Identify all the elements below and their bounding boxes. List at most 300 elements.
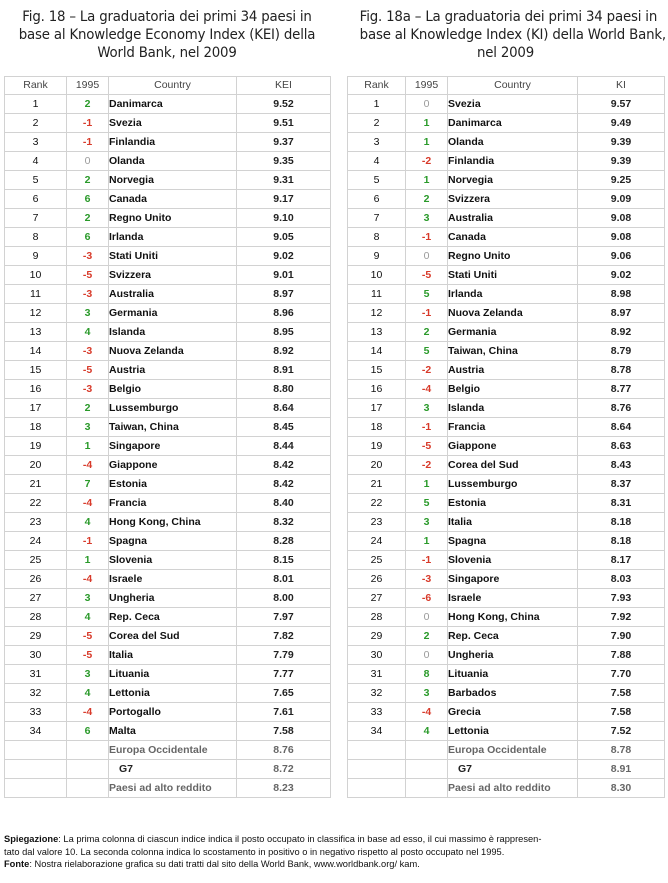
rank-cell: 3 [5,133,67,152]
table-row [5,437,331,456]
rank-cell: 22 [348,494,406,513]
empty-cell [67,741,109,760]
table-row [348,247,665,266]
spiegazione-line [4,833,664,846]
value-cell: 9.02 [237,247,331,266]
country-cell: Austria [109,361,237,380]
country-cell: Australia [448,209,578,228]
table-row [348,494,665,513]
table-row [5,152,331,171]
value-cell: 8.79 [578,342,665,361]
value-cell: 7.70 [578,665,665,684]
country-cell: Finlandia [109,133,237,152]
table-row [5,209,331,228]
kei-figure-title [17,8,317,66]
country-cell: Rep. Ceca [109,608,237,627]
summary-value: 8.76 [237,741,331,760]
empty-cell [5,741,67,760]
summary-value: 8.91 [578,760,665,779]
kei-table [4,76,331,798]
table-row [348,703,665,722]
rank-cell: 27 [5,589,67,608]
change-1995-cell: 0 [406,247,448,266]
kei-panel [4,0,330,794]
country-cell: Lussemburgo [109,399,237,418]
empty-cell [348,779,406,798]
country-cell: Norvegia [448,171,578,190]
rank-cell: 10 [5,266,67,285]
country-cell: Danimarca [448,114,578,133]
summary-row [5,760,331,779]
ki-header-row [348,77,665,95]
table-row [5,722,331,741]
value-cell: 8.45 [237,418,331,437]
country-cell: Italia [109,646,237,665]
rank-cell: 18 [5,418,67,437]
change-1995-cell: 1 [406,114,448,133]
rank-cell: 29 [5,627,67,646]
summary-label: G7 [109,760,237,779]
change-1995-cell: 4 [67,323,109,342]
country-cell: Olanda [448,133,578,152]
table-row [348,551,665,570]
change-1995-cell: 1 [406,133,448,152]
change-1995-cell: 4 [67,608,109,627]
change-1995-cell: 3 [406,399,448,418]
value-cell: 9.01 [237,266,331,285]
value-cell: 7.92 [578,608,665,627]
change-1995-cell: -4 [406,703,448,722]
empty-cell [5,760,67,779]
change-1995-cell: 4 [67,684,109,703]
change-1995-cell: 0 [406,608,448,627]
change-1995-cell: -3 [67,247,109,266]
value-cell: 9.31 [237,171,331,190]
change-1995-cell: 0 [67,152,109,171]
table-row [5,665,331,684]
table-row [348,475,665,494]
country-cell: Australia [109,285,237,304]
summary-row [348,760,665,779]
change-1995-cell: -5 [67,627,109,646]
year-1995-header: 1995 [406,77,448,95]
country-cell: Svezia [109,114,237,133]
rank-cell: 23 [348,513,406,532]
change-1995-cell: -1 [406,551,448,570]
kei-title-line-3: World Bank, nel 2009 [97,45,237,61]
ki-title-line-1: Fig. 18a – La graduatoria dei primi 34 paesi in [359,9,658,25]
rank-cell: 32 [5,684,67,703]
value-cell: 8.01 [237,570,331,589]
rank-cell: 17 [348,399,406,418]
country-cell: Singapore [448,570,578,589]
table-row [348,323,665,342]
rank-cell: 34 [348,722,406,741]
country-cell: Lussemburgo [448,475,578,494]
value-cell: 8.28 [237,532,331,551]
change-1995-cell: 2 [406,323,448,342]
value-cell: 9.08 [578,209,665,228]
value-cell: 8.03 [578,570,665,589]
table-row [5,532,331,551]
country-cell: Finlandia [448,152,578,171]
value-cell: 7.82 [237,627,331,646]
rank-cell: 15 [348,361,406,380]
value-cell: 9.35 [237,152,331,171]
rank-cell: 19 [5,437,67,456]
country-cell: Regno Unito [448,247,578,266]
change-1995-cell: 6 [67,228,109,247]
rank-cell: 19 [348,437,406,456]
change-1995-cell: -1 [67,114,109,133]
country-cell: Irlanda [448,285,578,304]
country-cell: Francia [109,494,237,513]
value-cell: 8.91 [237,361,331,380]
change-1995-cell: -1 [406,304,448,323]
table-row [348,570,665,589]
country-cell: Spagna [109,532,237,551]
change-1995-cell: -2 [406,361,448,380]
table-row [348,665,665,684]
spiegazione-text-1: : La prima colonna di ciascun indice indica il posto occupato in classifica in base ad esso, il cui massimo è rappresen- [58,834,542,844]
country-cell: Corea del Sud [109,627,237,646]
table-row [5,456,331,475]
country-cell: Taiwan, China [109,418,237,437]
country-cell: Spagna [448,532,578,551]
value-cell: 8.31 [578,494,665,513]
country-cell: Norvegia [109,171,237,190]
value-cell: 7.77 [237,665,331,684]
rank-cell: 10 [348,266,406,285]
year-1995-header: 1995 [67,77,109,95]
table-row [5,608,331,627]
rank-cell: 30 [5,646,67,665]
value-cell: 8.78 [578,361,665,380]
rank-cell: 13 [5,323,67,342]
country-cell: Slovenia [109,551,237,570]
country-cell: Stati Uniti [109,247,237,266]
rank-cell: 4 [348,152,406,171]
table-row [5,114,331,133]
value-cell: 9.37 [237,133,331,152]
fonte-text: : Nostra rielaborazione grafica su dati tratti dal sito della World Bank, www.worldbank.org/ kam. [29,859,420,869]
rank-cell: 2 [5,114,67,133]
rank-cell: 5 [5,171,67,190]
table-row [348,190,665,209]
table-row [5,513,331,532]
change-1995-cell: 3 [406,209,448,228]
table-row [348,114,665,133]
rank-cell: 6 [348,190,406,209]
rank-cell: 31 [5,665,67,684]
change-1995-cell: -3 [67,380,109,399]
rank-cell: 27 [348,589,406,608]
value-cell: 8.98 [578,285,665,304]
value-cell: 8.15 [237,551,331,570]
value-cell: 8.42 [237,475,331,494]
table-row [348,285,665,304]
ki-title-line-3: nel 2009 [476,45,535,61]
value-cell: 7.90 [578,627,665,646]
rank-cell: 25 [348,551,406,570]
country-cell: Ungheria [448,646,578,665]
rank-cell: 15 [5,361,67,380]
value-cell: 8.64 [237,399,331,418]
table-row [5,361,331,380]
table-row [5,323,331,342]
value-cell: 8.00 [237,589,331,608]
value-cell: 8.40 [237,494,331,513]
country-cell: Belgio [448,380,578,399]
rank-cell: 17 [5,399,67,418]
value-cell: 8.18 [578,513,665,532]
change-1995-cell: -4 [67,456,109,475]
change-1995-cell: 1 [406,475,448,494]
country-cell: Giappone [448,437,578,456]
value-cell: 9.51 [237,114,331,133]
value-cell: 8.18 [578,532,665,551]
value-cell: 9.10 [237,209,331,228]
value-cell: 8.76 [578,399,665,418]
rank-cell: 24 [348,532,406,551]
table-row [5,494,331,513]
change-1995-cell: -2 [406,456,448,475]
table-row [348,418,665,437]
value-cell: 9.02 [578,266,665,285]
value-cell: 8.37 [578,475,665,494]
change-1995-cell: 7 [67,475,109,494]
table-row [348,209,665,228]
country-cell: Nuova Zelanda [448,304,578,323]
country-cell: Stati Uniti [448,266,578,285]
value-cell: 7.58 [237,722,331,741]
value-cell: 7.93 [578,589,665,608]
rank-cell: 12 [5,304,67,323]
value-cell: 8.64 [578,418,665,437]
table-row [5,285,331,304]
change-1995-cell: 1 [406,532,448,551]
ki-figure-title [359,8,666,66]
change-1995-cell: -3 [406,570,448,589]
rank-cell: 13 [348,323,406,342]
rank-cell: 20 [5,456,67,475]
table-row [348,133,665,152]
value-cell: 7.97 [237,608,331,627]
table-row [5,551,331,570]
table-row [5,627,331,646]
rank-cell: 22 [5,494,67,513]
empty-cell [348,741,406,760]
summary-label: Europa Occidentale [109,741,237,760]
table-row [348,608,665,627]
table-row [5,133,331,152]
value-cell: 9.08 [578,228,665,247]
value-cell: 7.88 [578,646,665,665]
empty-cell [5,779,67,798]
table-row [348,380,665,399]
rank-cell: 18 [348,418,406,437]
ki-panel [347,0,666,794]
table-row [5,646,331,665]
country-cell: Islanda [109,323,237,342]
fonte-line [4,858,664,871]
table-row [5,418,331,437]
change-1995-cell: -1 [406,228,448,247]
summary-value: 8.72 [237,760,331,779]
value-cell: 8.43 [578,456,665,475]
value-cell: 8.96 [237,304,331,323]
table-row [5,475,331,494]
country-cell: Germania [109,304,237,323]
country-cell: Lettonia [109,684,237,703]
table-row [348,684,665,703]
rank-cell: 30 [348,646,406,665]
rank-cell: 14 [348,342,406,361]
change-1995-cell: -1 [67,532,109,551]
country-cell: Israele [109,570,237,589]
spiegazione-line-2: tato dal valore 10. La seconda colonna indica lo scostamento in positivo o in negativo rispetto al posto occupato nel 1995. [4,846,505,857]
rank-cell: 24 [5,532,67,551]
rank-cell: 9 [348,247,406,266]
change-1995-cell: 5 [406,342,448,361]
country-cell: Estonia [109,475,237,494]
summary-row [5,779,331,798]
summary-row [348,741,665,760]
country-cell: Lituania [109,665,237,684]
kei-title-line-2: base al Knowledge Economy Index (KEI) della [18,27,316,43]
change-1995-cell: 4 [67,513,109,532]
table-row [348,342,665,361]
change-1995-cell: 3 [406,513,448,532]
country-cell: Nuova Zelanda [109,342,237,361]
change-1995-cell: 8 [406,665,448,684]
change-1995-cell: 3 [67,665,109,684]
rank-cell: 14 [5,342,67,361]
country-cell: Giappone [109,456,237,475]
change-1995-cell: 1 [67,437,109,456]
change-1995-cell: -4 [67,494,109,513]
rank-cell: 21 [5,475,67,494]
change-1995-cell: -1 [67,133,109,152]
summary-value: 8.78 [578,741,665,760]
table-row [5,570,331,589]
value-cell: 8.97 [578,304,665,323]
empty-cell [67,779,109,798]
empty-cell [406,741,448,760]
rank-cell: 32 [348,684,406,703]
spiegazione-label: Spiegazione [4,834,59,844]
country-header: Country [448,77,578,95]
table-row [5,266,331,285]
change-1995-cell: 3 [406,684,448,703]
table-row [5,380,331,399]
table-row [5,703,331,722]
change-1995-cell: 5 [406,285,448,304]
table-row [348,228,665,247]
fonte-label: Fonte [4,859,30,869]
kei-header-row [5,77,331,95]
change-1995-cell: 5 [406,494,448,513]
rank-cell: 21 [348,475,406,494]
country-cell: Olanda [109,152,237,171]
table-row [5,684,331,703]
rank-cell: 4 [5,152,67,171]
empty-cell [348,760,406,779]
rank-cell: 34 [5,722,67,741]
empty-cell [406,760,448,779]
country-cell: Portogallo [109,703,237,722]
table-row [348,646,665,665]
value-cell: 9.06 [578,247,665,266]
country-cell: Italia [448,513,578,532]
summary-label: G7 [448,760,578,779]
table-row [5,342,331,361]
change-1995-cell: 2 [67,95,109,114]
table-row [348,152,665,171]
change-1995-cell: 2 [67,171,109,190]
value-cell: 7.58 [578,684,665,703]
value-cell: 8.92 [237,342,331,361]
rank-cell: 33 [5,703,67,722]
table-row [5,247,331,266]
value-cell: 9.52 [237,95,331,114]
change-1995-cell: -1 [406,418,448,437]
value-cell: 8.97 [237,285,331,304]
country-cell: Hong Kong, China [109,513,237,532]
rank-cell: 28 [5,608,67,627]
country-cell: Regno Unito [109,209,237,228]
table-row [348,456,665,475]
rank-cell: 9 [5,247,67,266]
country-cell: Hong Kong, China [448,608,578,627]
change-1995-cell: -6 [406,589,448,608]
country-cell: Ungheria [109,589,237,608]
country-cell: Israele [448,589,578,608]
country-cell: Danimarca [109,95,237,114]
change-1995-cell: 3 [67,589,109,608]
change-1995-cell: 2 [406,627,448,646]
change-1995-cell: 6 [67,722,109,741]
rank-cell: 20 [348,456,406,475]
change-1995-cell: -5 [67,266,109,285]
country-cell: Estonia [448,494,578,513]
change-1995-cell: -4 [406,380,448,399]
rank-cell: 8 [348,228,406,247]
country-cell: Francia [448,418,578,437]
summary-label: Paesi ad alto reddito [109,779,237,798]
kei-title-line-1: Fig. 18 – La graduatoria dei primi 34 paesi in [22,9,312,25]
rank-cell: 25 [5,551,67,570]
rank-cell: 29 [348,627,406,646]
country-cell: Lettonia [448,722,578,741]
change-1995-cell: -4 [67,703,109,722]
rank-cell: 16 [5,380,67,399]
value-cell: 8.32 [237,513,331,532]
change-1995-cell: -5 [406,437,448,456]
country-cell: Svizzera [109,266,237,285]
change-1995-cell: 0 [406,95,448,114]
kei-value-header: KEI [237,77,331,95]
rank-cell: 8 [5,228,67,247]
table-row [348,95,665,114]
rank-cell: 1 [5,95,67,114]
table-row [348,513,665,532]
rank-cell: 23 [5,513,67,532]
value-cell: 9.25 [578,171,665,190]
table-row [348,399,665,418]
country-cell: Lituania [448,665,578,684]
change-1995-cell: -5 [67,361,109,380]
